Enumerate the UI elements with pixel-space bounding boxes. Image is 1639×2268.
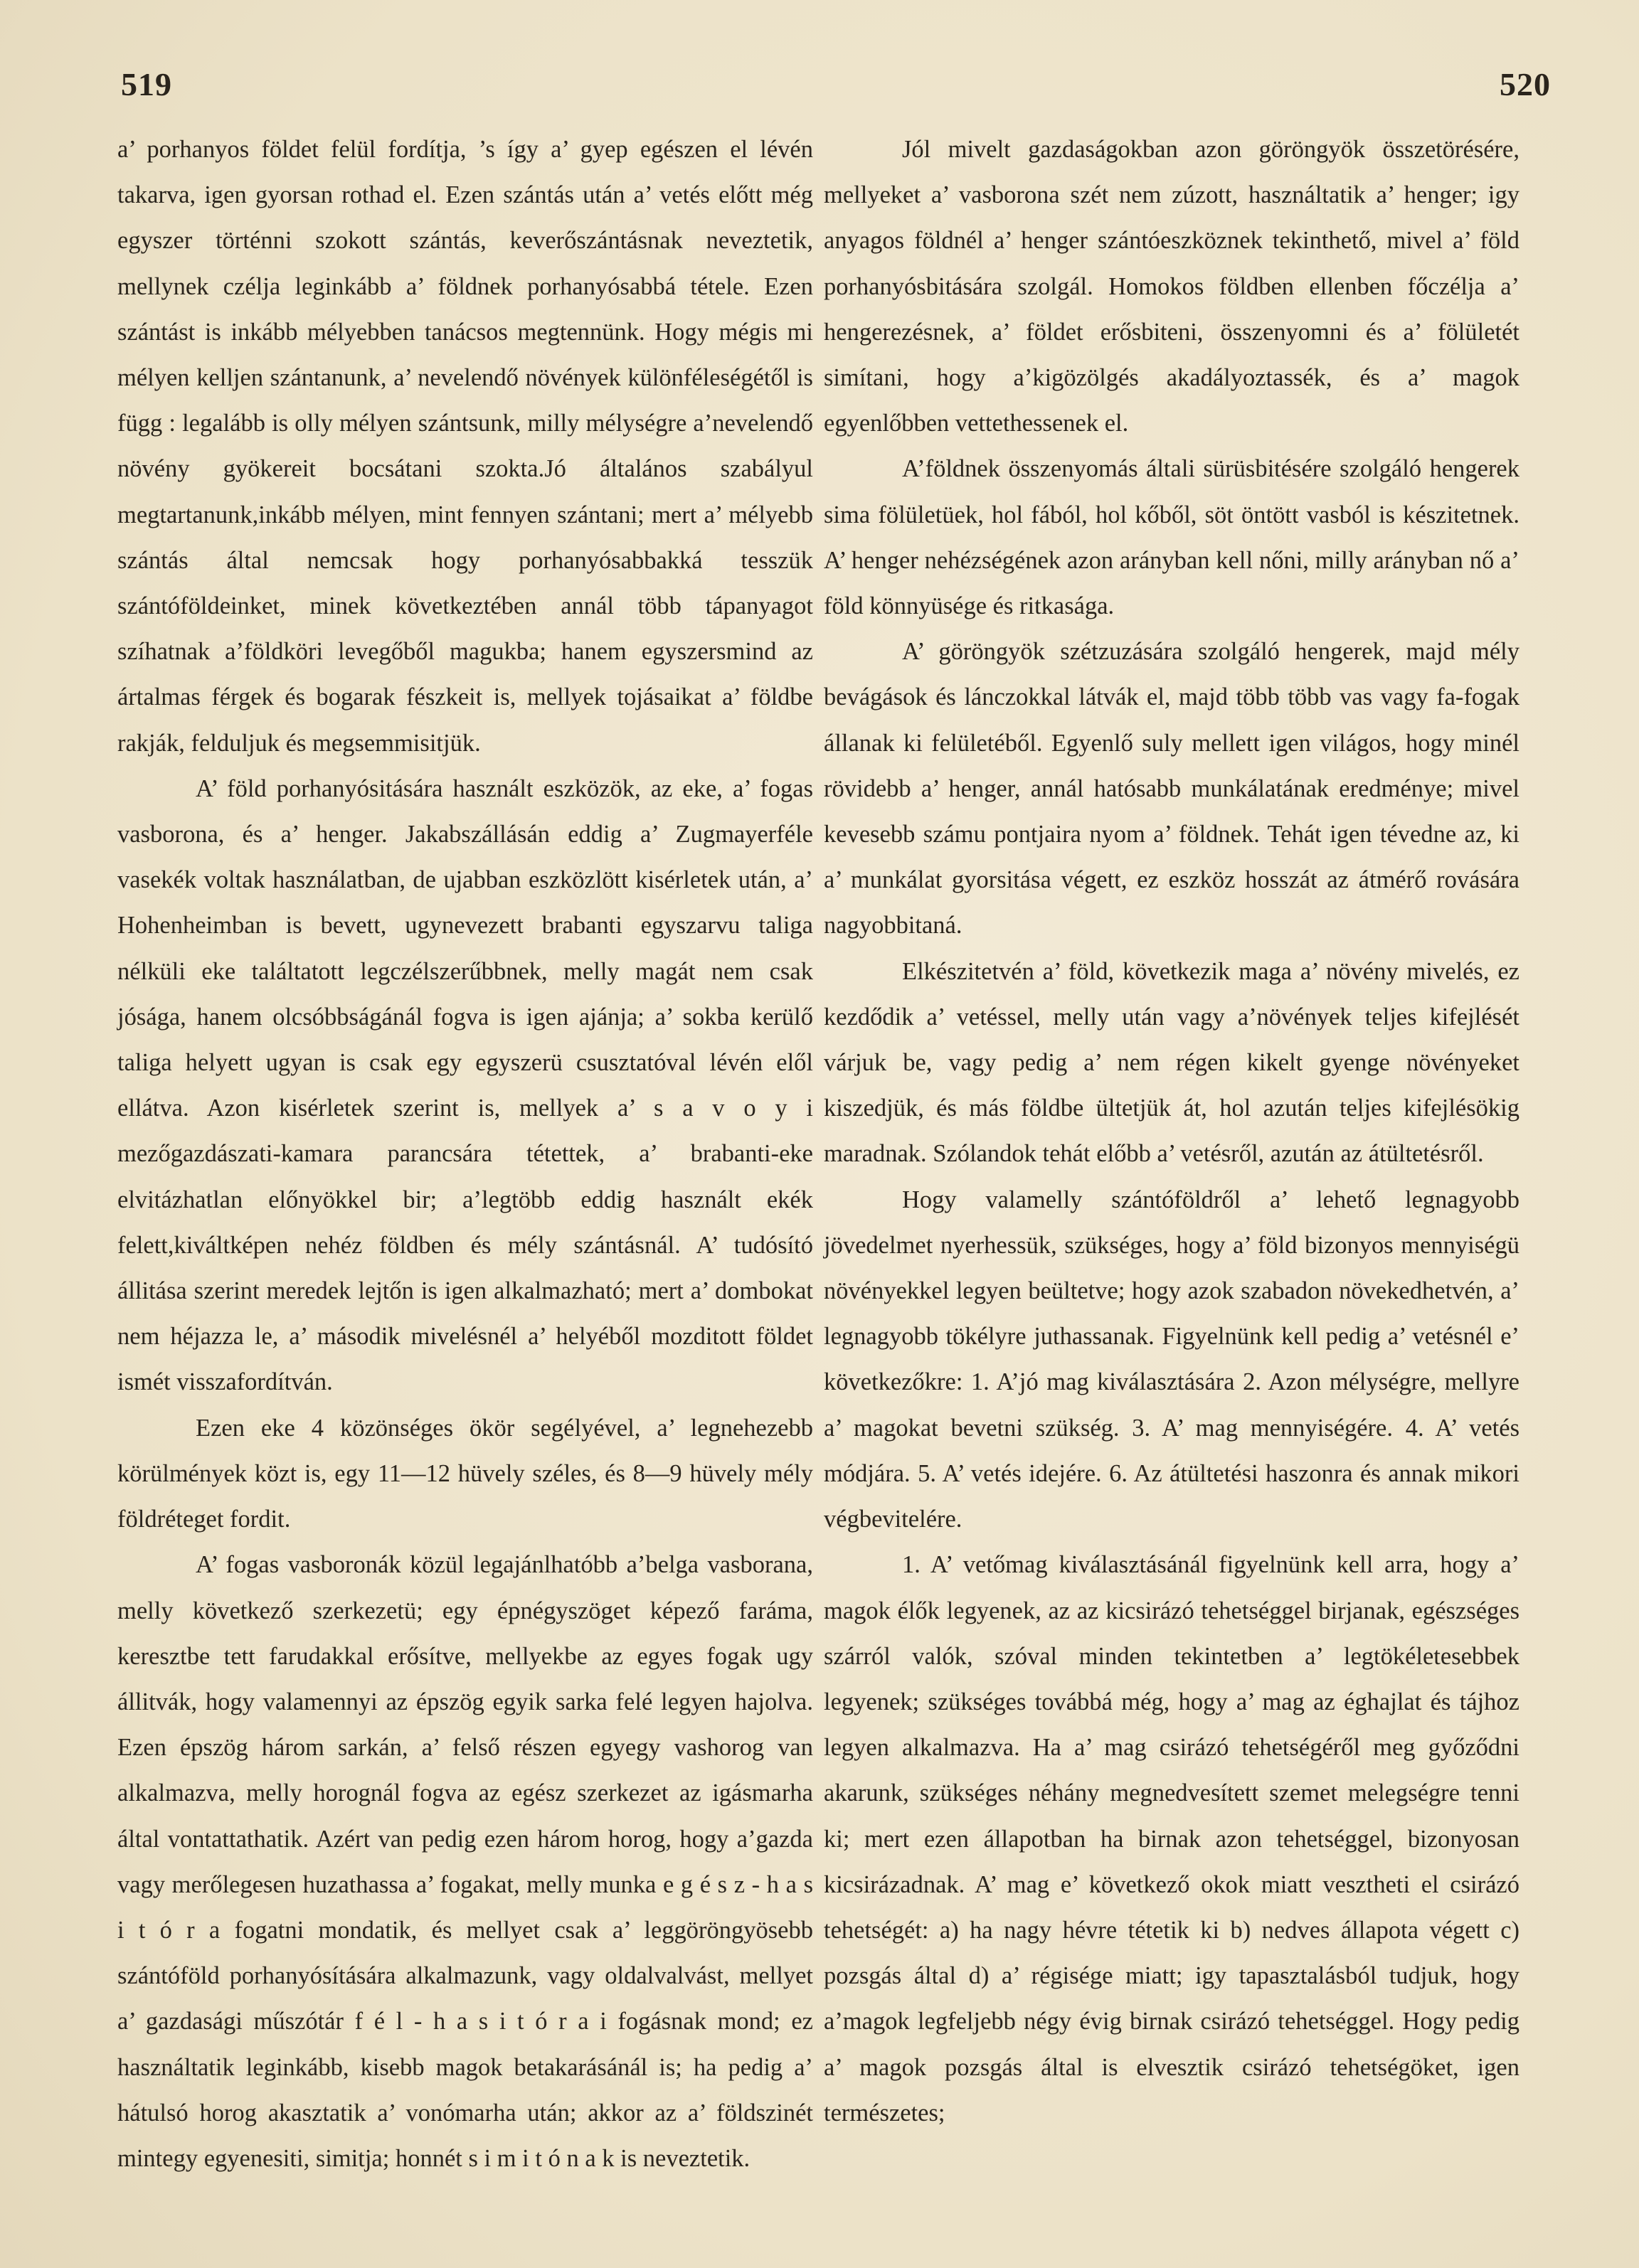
right-paragraph-2: A’földnek összenyomás általi sürüsbitésére szolgáló hengerek sima fölületüek, hol fából, hol kőből, söt öntött vasból is készitetnek. A’ henger nehézségének azon arányban kell nőni, milly arányban nő a’ föld könnyüsége és ritkasága. — [824, 455, 1519, 620]
page-number-left: 519 — [121, 66, 172, 102]
right-paragraph-5: Hogy valamelly szántóföldről a’ lehető legnagyobb jövedelmet nyerhessük, szükséges, hogy a’ föld bizonyos mennyiségü növényekkel legyen beültetve; hogy azok szabadon növekedhetvén, a’ legnagyobb tökélyre juthassanak. Figyelnünk kell pedig a’ vetésnél e’ következőkre: 1. A’jó mag kiválasztására 2. Azon mélységre, mellyre a’ magokat bevetni szükség. 3. A’ mag mennyiségére. 4. A’ vetés módjára. 5. A’ vetés idejére. 6. Az átültetési haszonra és annak mikori végbevitelére. — [824, 1186, 1519, 1533]
left-paragraph-1: a’ porhanyos földet felül fordítja, ’s így a’ gyep egészen el lévén takarva, igen gyorsan rothad el. Ezen szántás után a’ vetés előtt még egyszer történni szokott szántás, keverőszántásnak neveztetik, mellynek czélja leginkább a’ földnek porhanyósabbá tétele. Ezen szántást is inkább mélyebben tanácsos megtennünk. Hogy mégis mi mélyen kelljen szántanunk, a’ nevelendő növények különféleségétől is függ : legalább is olly mélyen szántsunk, milly mélységre a’nevelendő növény gyökereit bocsátani szokta.Jó általános szabályul megtartanunk,inkább mélyen, mint fennyen szántani; mert a’ mélyebb szántás által nemcsak hogy porhanyósabbakká tesszük szántóföldeinket, minek következtében annál több tápanyagot szíhatnak a’földköri levegőből magukba; hanem egyszersmind az ártalmas férgek és bogarak fészkeit is, mellyek tojásaikat a’ földbe rakják, felduljuk és megsemmisitjük. — [117, 136, 813, 757]
right-paragraph-4: Elkészitetvén a’ föld, következik maga a’ növény mivelés, ez kezdődik a’ vetéssel, melly után vagy a’növények teljes kifejlését várjuk be, vagy pedig a’ nem régen kikelt gyenge növényeket kiszedjük, és más földbe ültetjük át, hol azután teljes kifejlésökig maradnak. Szólandok tehát előbb a’ vetésről, azután az átültetésről. — [824, 957, 1519, 1168]
left-column — [117, 127, 813, 2181]
left-paragraph-2: A’ föld porhanyósitására használt eszközök, az eke, a’ fogas vasborona, és a’ henger. Jakabszállásán eddig a’ Zugmayerféle vasekék voltak használatban, de ujabban eszközlött kisérletek után, a’ Hohenheimban is bevett, ugynevezett brabanti egyszarvu taliga nélküli eke találtatott legczélszerűbbnek, melly magát nem csak jósága, hanem olcsóbbságánál fogva is igen ajánja; a’ sokba kerülő taliga helyett ugyan is csak egy egyszerü csusztatóval lévén elől ellátva. Azon kisérletek szerint is, mellyek a’ s a v o y i mezőgazdászati-kamara parancsára tétettek, a’ brabanti-eke elvitázhatlan előnyökkel bir; a’legtöbb eddig használt ekék felett,kiváltképen nehéz földben és mély szántásnál. A’ tudósító állitása szerint meredek lejtőn is igen alkalmazható; mert a’ dombokat nem héjazza le, a’ második mivelésnél a’ helyéből mozditott földet ismét visszafordítván. — [117, 774, 813, 1396]
left-paragraph-3: Ezen eke 4 közönséges ökör segélyével, a’ legnehezebb körülmények közt is, egy 11—12 hüvely széles, és 8—9 hüvely mély földréteget fordit. — [117, 1414, 813, 1533]
right-paragraph-6: 1. A’ vetőmag kiválasztásánál figyelnünk kell arra, hogy a’ magok élők legyenek, az az kicsirázó tehetséggel birjanak, egészséges szárról valók, szóval minden tekintetben a’ legtökéletesebbek legyenek; szükséges továbbá még, hogy a’ mag az éghajlat és tájhoz legyen alkalmazva. Ha a’ mag csirázó tehetségéről meg győződni akarunk, szükséges néhány megnedvesített szemet melegségre tenni ki; mert ezen állapotban ha birnak azon tehetséggel, bizonyosan kicsirázadnak. A’ mag e’ következő okok miatt vesztheti el csirázó tehetségét: a) ha nagy hévre tétetik ki b) nedves állapota végett c) pozsgás által d) a’ régisége miatt; igy tapasztalásból tudjuk, hogy a’magok legfeljebb négy évig birnak csirázó tehetséggel. Hogy pedig a’ magok pozsgás által is elvesztik csirázó tehetségöket, igen természetes; — [824, 1551, 1519, 2126]
right-paragraph-3: A’ göröngyök szétzuzására szolgáló hengerek, majd mély bevágások és lánczokkal látvák el, majd több több vas vagy fa-fogak állanak ki felületéből. Egyenlő suly mellett igen világos, hogy minél rövidebb a’ henger, annál hatósabb munkálatának eredménye; mivel kevesebb számu pontjaira nyom a’ földnek. Tehát igen tévedne az, ki a’ munkálat gyorsitása végett, ez eszköz hosszát az átmérő rovására nagyobbitaná. — [824, 638, 1519, 939]
right-paragraph-1: Jól mivelt gazdaságokban azon göröngyök összetörésére, mellyeket a’ vasborona szét nem zúzott, használtatik a’ henger; igy anyagos földnél a’ henger szántóeszköznek tekinthető, mivel a’ föld porhanyósbitására szolgál. Homokos földben ellenben főczélja a’ hengerezésnek, a’ földet erősbiteni, összenyomni és a’ fölületét simítani, hogy a’kigözölgés akadályoztassék, és a’ magok egyenlőbben vettethessenek el. — [824, 136, 1519, 437]
page-number-right: 520 — [1500, 66, 1551, 102]
right-column — [824, 127, 1519, 2136]
left-paragraph-4: A’ fogas vasboronák közül legajánlhatóbb a’belga vasborana, melly következő szerkezetü; egy épnégyszöget képező faráma, keresztbe tett farudakkal erősítve, mellyekbe az egyes fogak ugy állitvák, hogy valamennyi az épszög egyik sarka felé legyen hajolva. Ezen épszög három sarkán, a’ felső részen egyegy vashorog van alkalmazva, melly horognál fogva az egész szerkezet az igásmarha által vontattathatik. Azért van pedig ezen három horog, hogy a’gazda vagy merőlegesen huzathassa a’ fogakat, melly munka e g é s z - h a s i t ó r a fogatni mondatik, és mellyet csak a’ leggöröngyösebb szántóföld porhanyósítására alkalmazunk, vagy oldalvalvást, mellyet a’ gazdasági műszótár f é l - h a s i t ó r a i fogásnak mond; ez használtatik leginkább, kisebb magok betakarásánál is; ha pedig a’ hátulsó horog akasztatik a’ vonómarha után; akkor az a’ földszinét mintegy egyenesiti, simitja; honnét s i m i t ó n a k is neveztetik. — [117, 1551, 813, 2172]
